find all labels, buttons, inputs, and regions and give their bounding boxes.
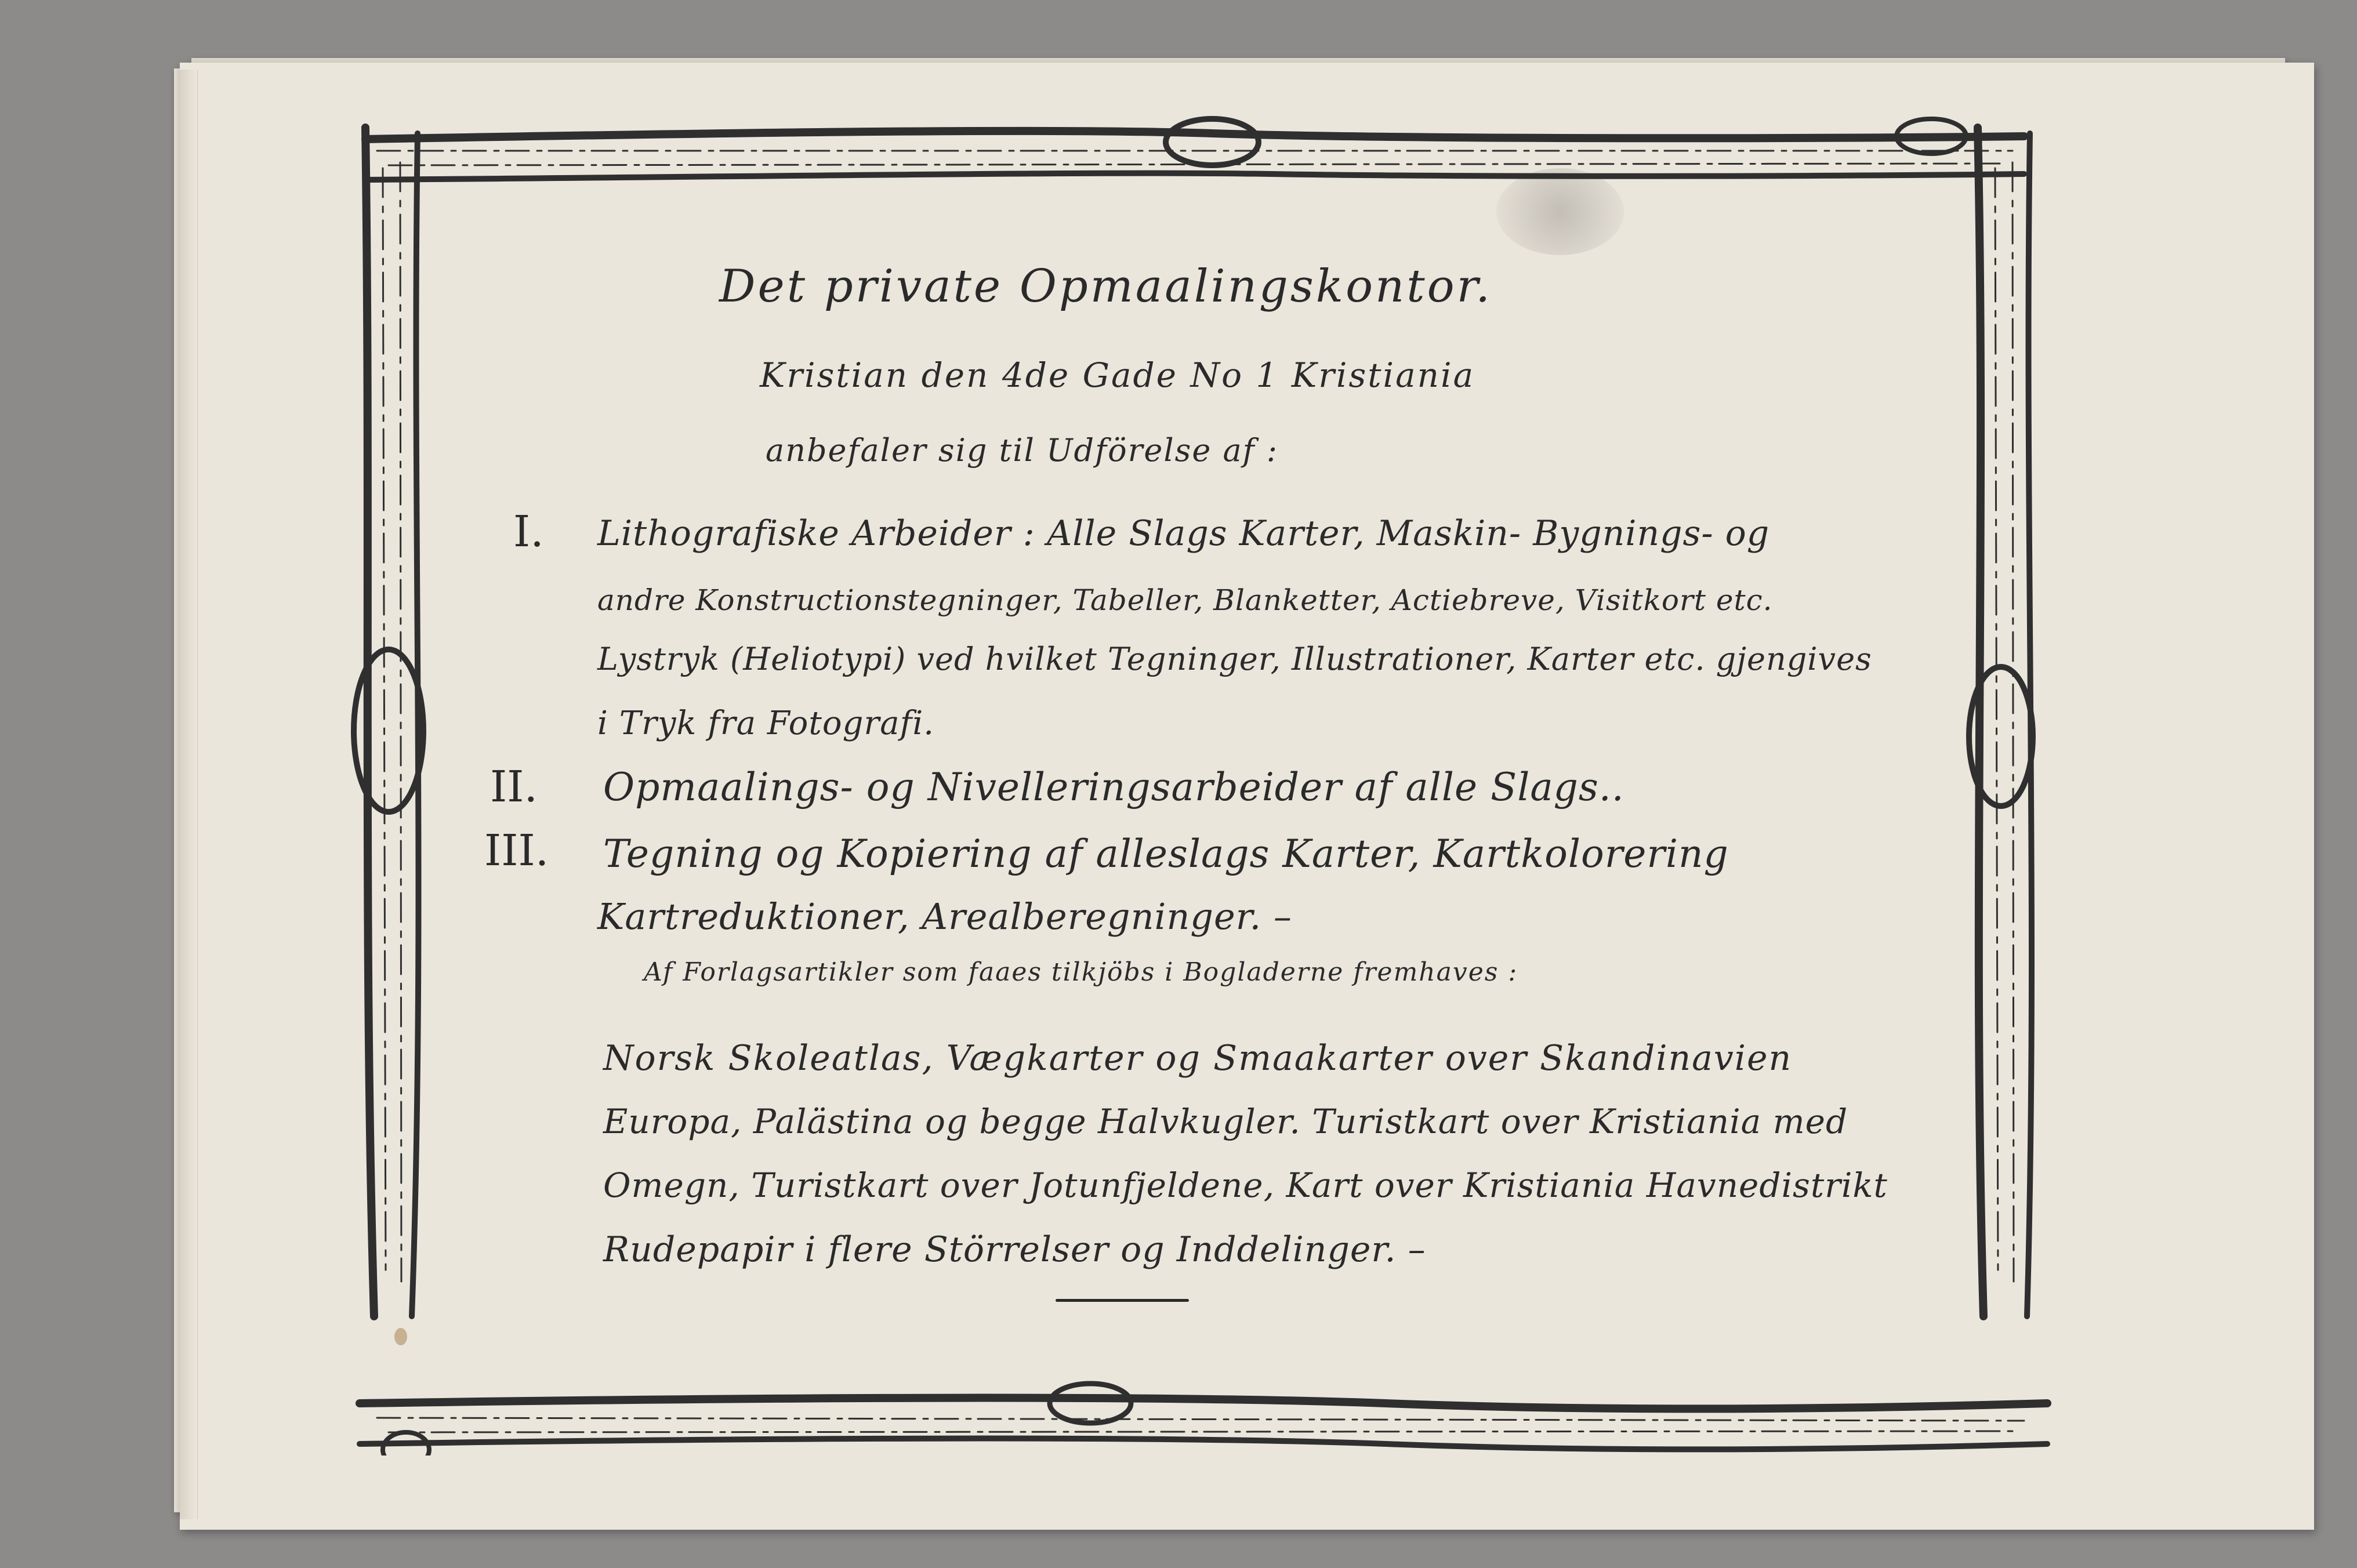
publication-line: Rudepapir i flere Störrelser og Inddelinger. –: [603, 1229, 1426, 1270]
section-line: Tegning og Kopiering af alleslags Karter, Kartkolorering: [603, 832, 1729, 876]
section-line: andre Konstructionstegninger, Tabeller, Blanketter, Actiebreve, Visitkort etc.: [597, 583, 1773, 617]
section-line: Lithografiske Arbeider : Alle Slags Karter, Maskin- Bygnings- og: [597, 513, 1770, 554]
section-line: i Tryk fra Fotografi.: [597, 705, 935, 742]
intro-line: anbefaler sig til Udförelse af :: [766, 432, 1278, 469]
publication-line: Europa, Palästina og begge Halvkugler. Turistkart over Kristiania med: [603, 1102, 1848, 1141]
section-line: Opmaalings- og Nivelleringsarbeider af alle Slags..: [603, 765, 1624, 810]
section-line: Kartreduktioner, Arealberegninger. –: [597, 895, 1292, 938]
section-number: II.: [490, 762, 538, 812]
page-fold-edge: [180, 70, 198, 1519]
section-number: I.: [513, 507, 544, 557]
section-line: Lystryk (Heliotypi) ved hvilket Tegninger, Illustrationer, Karter etc. gjengives: [597, 641, 1872, 677]
document-title: Det private Opmaalingskontor.: [719, 260, 1493, 313]
closing-rule: [1056, 1299, 1189, 1302]
section-number: III.: [484, 826, 549, 876]
publication-line: Norsk Skoleatlas, Vægkarter og Smaakarter over Skandinavien: [603, 1038, 1793, 1079]
publication-line: Omegn, Turistkart over Jotunfjeldene, Kart over Kristiania Havnedistrikt: [603, 1166, 1888, 1205]
office-address: Kristian den 4de Gade No 1 Kristiania: [760, 355, 1475, 395]
publications-intro: Af Forlagsartikler som faaes tilkjöbs i Bogladerne fremhaves :: [644, 957, 1518, 987]
